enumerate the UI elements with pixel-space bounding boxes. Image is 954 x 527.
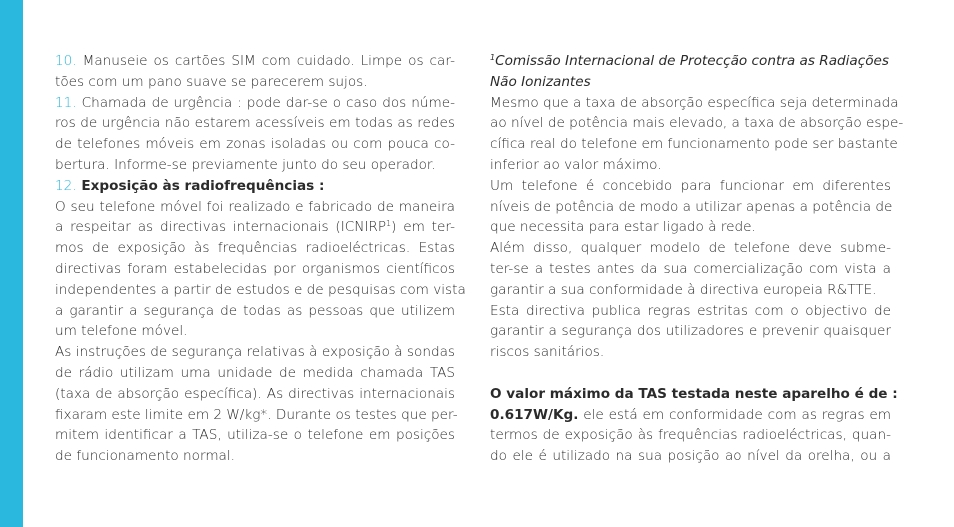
text-line: Mesmo que a taxa de absorção específica seja determinada xyxy=(490,94,899,111)
sar-value: 0.617W/Kg. xyxy=(490,406,579,423)
footnote-marker: 1 xyxy=(386,219,392,229)
paragraph xyxy=(55,342,458,467)
accent-side-bar xyxy=(0,0,23,527)
text-line: tões com um pano suave se parecerem sujos. xyxy=(55,73,368,90)
item-11 xyxy=(55,93,455,176)
text-line: ao nível de potência mais elevado, a taxa de absorção espe- xyxy=(490,115,904,132)
text-line: garantir a sua conformidade à directiva europeia R&TTE. xyxy=(490,281,877,298)
text-line: bertura. Informe-se previamente junto do seu operador. xyxy=(55,156,436,173)
left-column xyxy=(55,51,466,467)
text-line: mos de exposição às frequências radioeléctricas. Estas xyxy=(55,240,455,257)
text-line: garantir a segurança dos utilizadores e prevenir quaisquer xyxy=(490,323,891,340)
item-number: 11. xyxy=(55,94,77,111)
paragraph xyxy=(490,238,891,300)
text-line: directivas foram estabelecidas por organismos científicos xyxy=(55,260,455,277)
section-title: Exposição às radiofrequências : xyxy=(76,177,325,194)
text-line: (taxa de absorção específica). As directivas internacionais xyxy=(55,385,455,402)
text-line: independentes a partir de estudos e de pesquisas com vista xyxy=(55,281,466,298)
item-number: 10. xyxy=(55,53,77,69)
sar-paragraph xyxy=(490,384,898,467)
text-line: Manuseie os cartões SIM com cuidado. Limpe os car- xyxy=(76,53,455,69)
right-column xyxy=(490,51,904,467)
text-line: fixaram este limite em 2 W/kg*. Durante os testes que per- xyxy=(55,406,458,423)
text-line: um telefone móvel. xyxy=(55,323,188,340)
text-line: a garantir a segurança de todas as pessoas que utilizem xyxy=(55,302,455,319)
item-10 xyxy=(55,51,455,93)
text-line: ) em ter- xyxy=(391,219,455,236)
footnote-marker: 1 xyxy=(490,53,496,62)
paragraph xyxy=(490,301,891,363)
text-line: inferior ao valor máximo. xyxy=(490,156,662,173)
sar-value-statement: O valor máximo da TAS testada neste aparelho é de : xyxy=(490,385,898,402)
text-line: ter-se a testes antes da sua comercialização com vista a xyxy=(490,260,891,277)
text-line: níveis de potência de modo a utilizar apenas a potência de xyxy=(490,198,893,215)
text-line: de funcionamento normal. xyxy=(55,448,235,465)
footnote xyxy=(490,51,891,93)
text-line: cífica real do telefone em funcionamento pode ser bastante xyxy=(490,136,898,153)
text-line: Comissão Internacional de Protecção contra as Radiações xyxy=(495,53,890,69)
item-number: 12. xyxy=(55,177,77,194)
paragraph xyxy=(490,93,904,176)
text-line: As instruções de segurança relativas à exposição à sondas xyxy=(55,344,455,361)
paragraph xyxy=(55,197,466,343)
text-line: que necessita para estar ligado à rede. xyxy=(490,219,756,236)
text-line: de rádio utilizam uma unidade de medida chamada TAS xyxy=(55,364,455,381)
text-line: riscos sanitários. xyxy=(490,344,605,361)
text-line: do ele é utilizado na sua posição ao nível da orelha, ou a xyxy=(490,448,891,465)
text-line: termos de exposição às frequências radioeléctricas, quan- xyxy=(490,427,891,444)
text-line: Esta directiva publica regras estritas com o objectivo de xyxy=(490,302,891,319)
text-line: Além disso, qualquer modelo de telefone deve subme- xyxy=(490,240,891,257)
text-line: Chamada de urgência : pode dar-se o caso dos núme- xyxy=(76,94,455,111)
text-line: ros de urgência não estarem acessíveis em todas as redes xyxy=(55,115,455,132)
text-line: Não Ionizantes xyxy=(490,73,591,90)
text-line: Um telefone é concebido para funcionar em diferentes xyxy=(490,177,891,194)
text-line: mitem identificar a TAS, utiliza-se o telefone em posições xyxy=(55,427,455,444)
paragraph xyxy=(490,176,891,238)
text-line: ele está em conformidade com as regras em xyxy=(578,406,891,423)
text-line: O seu telefone móvel foi realizado e fabricado de maneira xyxy=(55,198,455,215)
text-line: de telefones móveis em zonas isoladas ou com pouca co- xyxy=(55,136,455,153)
text-line: a respeitar as directivas internacionais (ICNIRP xyxy=(55,219,387,236)
spacer xyxy=(490,363,891,384)
item-12-heading xyxy=(55,176,455,197)
